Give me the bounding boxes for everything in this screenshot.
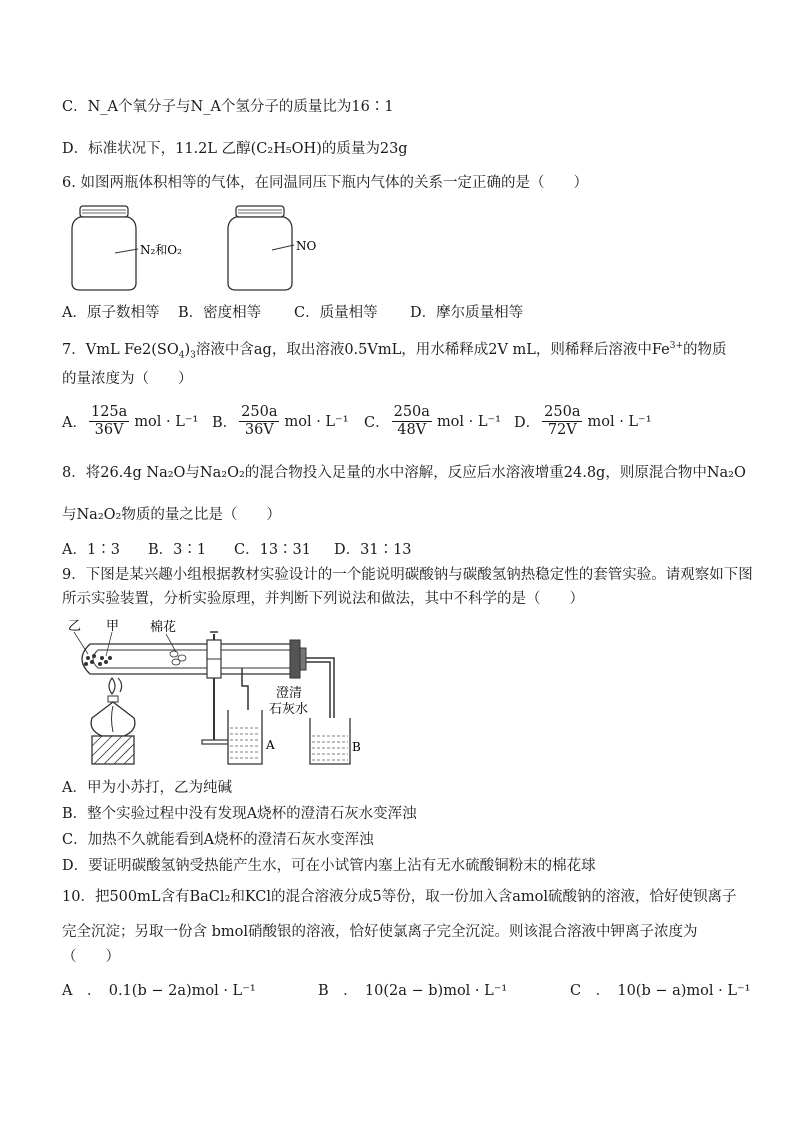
numerator: 250a: [544, 404, 581, 420]
numerator: 250a: [241, 404, 278, 420]
option-label: D．: [514, 415, 541, 431]
q7-option-b: [212, 404, 349, 439]
q10-option-c: C ． 10(b − a)mol · L⁻¹: [570, 983, 751, 999]
q7-option-c: [364, 404, 501, 439]
q10-options: [62, 981, 750, 1001]
q6-options: [62, 303, 523, 323]
q8-option-c: C．13∶31: [234, 542, 311, 558]
q10-stem-line2: 完全沉淀；另取一份含 bmol硝酸银的溶液，恰好使氯离子完全沉淀。则该混合溶液中钾离子浓度为: [62, 924, 698, 940]
q7-stem-part3: 溶液中含ag，取出溶液0.5VmL，用水稀释成2V mL，则稀释后溶液中Fe: [195, 341, 670, 358]
option-label: A．: [62, 415, 87, 431]
q9-option-d: D．要证明碳酸氢钠受热能产生水，可在小试管内塞上沾有无水硫酸铜粉末的棉花球: [62, 858, 596, 874]
bottle-1: [72, 206, 182, 290]
bottle-2-label: NO: [296, 239, 317, 253]
unit: mol · L⁻¹: [587, 413, 652, 430]
q7-sub: 3: [190, 350, 196, 361]
label-yi: 乙: [68, 619, 82, 634]
option-label: B．: [212, 415, 238, 431]
q8-option-b: B．3∶1: [148, 542, 207, 558]
q10-stem-line1: 10．把500mL含有BaCl₂和KCl的混合溶液分成5等份，取一份加入含amol硫酸钠的溶液，恰好使钡离子: [62, 889, 737, 905]
bottle-2: [228, 206, 317, 290]
q10-stem-line3: （ ）: [62, 949, 120, 965]
q7-stem-part2: ): [184, 341, 191, 358]
denominator: 36V: [94, 422, 124, 438]
unit: mol · L⁻¹: [436, 413, 501, 430]
unit: mol · L⁻¹: [284, 413, 349, 430]
q7-option-a: [62, 404, 198, 439]
q5-option-d: D．标准状况下，11.2L 乙醇(C₂H₅OH)的质量为23g: [62, 141, 408, 157]
q9-stem-line1: 9．下图是某兴趣小组根据教材实验设计的一个能说明碳酸钠与碳酸氢钠热稳定性的套管实验。请观察如下图: [62, 567, 753, 583]
q7-stem-line1: [62, 336, 727, 366]
label-clear: 澄清: [276, 686, 303, 701]
q8-stem-line1: 8．将26.4g Na₂O与Na₂O₂的混合物投入足量的水中溶解，反应后水溶液增重24.8g，则原混合物中Na₂O: [62, 465, 746, 481]
bottle-1-label: N₂和O₂: [140, 243, 182, 257]
q5-option-c: C．N_A个氧分子与N_A个氢分子的质量比为16∶1: [62, 99, 394, 115]
q9-option-a: A．甲为小苏打，乙为纯碱: [62, 780, 232, 796]
option-label: C．: [364, 415, 390, 431]
q10-option-a: A ． 0.1(b − 2a)mol · L⁻¹: [62, 983, 256, 999]
denominator: 72V: [547, 422, 577, 438]
q7-stem-part4: 的物质: [683, 341, 727, 358]
q6-option-a: A．原子数相等: [62, 305, 160, 321]
q7-stem-line2: 的量浓度为（ ）: [62, 371, 193, 387]
q6-option-b: B．密度相等: [178, 305, 262, 321]
q6-option-c: C．质量相等: [294, 305, 378, 321]
q9-stem-line2: 所示实验装置，分析实验原理，并判断下列说法和做法，其中不科学的是（ ）: [62, 591, 584, 607]
fraction: [239, 404, 279, 439]
unit: mol · L⁻¹: [134, 413, 199, 430]
denominator: 36V: [244, 422, 274, 438]
label-beaker-b: B: [352, 740, 361, 754]
q9-apparatus-figure: [62, 618, 362, 770]
label-jia: 甲: [106, 619, 120, 634]
q7-sup: 3+: [669, 341, 684, 351]
q8-options: [62, 540, 412, 560]
q8-option-d: D．31∶13: [334, 542, 412, 558]
q7-option-d: [514, 404, 652, 439]
q9-option-c: C．加热不久就能看到A烧杯的澄清石灰水变浑浊: [62, 832, 374, 848]
denominator: 48V: [397, 422, 427, 438]
numerator: 250a: [393, 404, 430, 420]
q6-bottles-figure: [60, 203, 350, 295]
q8-stem-line2: 与Na₂O₂物质的量之比是（ ）: [62, 507, 281, 523]
label-limewater: 石灰水: [269, 702, 309, 717]
numerator: 125a: [90, 404, 128, 420]
q6-option-d: D．摩尔质量相等: [410, 305, 524, 321]
q7-sub: 4: [178, 350, 185, 361]
q10-option-b: B ． 10(2a − b)mol · L⁻¹: [318, 983, 508, 999]
label-cotton: 棉花: [150, 620, 177, 635]
fraction: [89, 404, 129, 439]
q7-stem-part1: 7．VmL Fe2(SO: [62, 341, 179, 358]
fraction: [392, 404, 432, 439]
fraction: [542, 404, 582, 439]
label-beaker-a: A: [266, 738, 275, 752]
q6-stem: 6. 如图两瓶体积相等的气体，在同温同压下瓶内气体的关系一定正确的是（ ）: [62, 175, 588, 191]
q8-option-a: A．1∶3: [62, 542, 120, 558]
q9-option-b: B．整个实验过程中没有发现A烧杯的澄清石灰水变浑浊: [62, 806, 417, 822]
